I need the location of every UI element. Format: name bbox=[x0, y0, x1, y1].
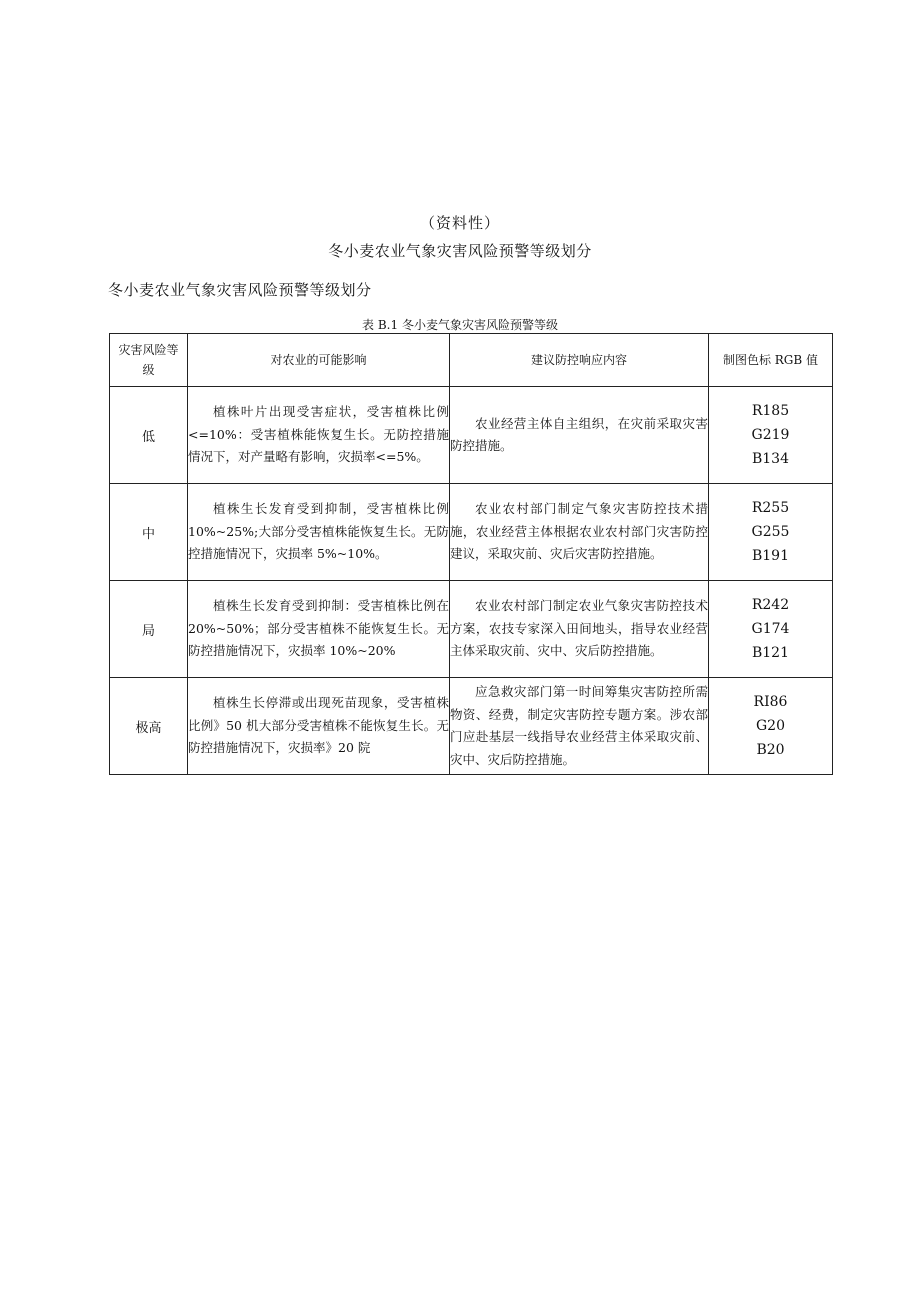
risk-level-cell: 极高 bbox=[110, 678, 188, 775]
risk-level-cell: 局 bbox=[110, 581, 188, 678]
rgb-red-value: R242 bbox=[751, 597, 790, 613]
section-heading: 冬小麦农业气象灾害风险预警等级划分 bbox=[108, 281, 372, 299]
annex-label: （资料性） bbox=[419, 214, 500, 232]
response-cell: 应急救灾部门第一时间筹集灾害防控所需物资、经费，制定灾害防控专题方案。涉农部门应赴基层一线指导农业经营主体采取灾前、灾中、灾后防控措施。 bbox=[450, 678, 709, 775]
rgb-cell bbox=[709, 484, 833, 581]
risk-level-cell: 低 bbox=[110, 387, 188, 484]
risk-level-cell: 中 bbox=[110, 484, 188, 581]
rgb-blue-value: B191 bbox=[751, 548, 789, 564]
table-caption: 表 B.1 冬小麦气象灾害风险预警等级 bbox=[362, 318, 558, 332]
table-header-row bbox=[110, 334, 833, 387]
rgb-cell bbox=[709, 678, 833, 775]
response-cell: 农业农村部门制定农业气象灾害防控技术方案，农技专家深入田间地头，指导农业经营主体采取灾前、灾中、灾后防控措施。 bbox=[450, 581, 709, 678]
rgb-red-value: R185 bbox=[751, 403, 790, 419]
rgb-green-value: G20 bbox=[756, 718, 785, 734]
table-row bbox=[110, 387, 833, 484]
impact-cell: 植株叶片出现受害症状，受害植株比例<=10%：受害植株能恢复生长。无防控措施情况下，对产量略有影响，灾损率<=5%。 bbox=[188, 387, 450, 484]
rgb-green-value: G219 bbox=[751, 427, 790, 443]
rgb-cell bbox=[709, 581, 833, 678]
rgb-blue-value: B134 bbox=[751, 451, 789, 467]
rgb-green-value: G174 bbox=[751, 621, 790, 637]
response-cell: 农业经营主体自主组织，在灾前采取灾害防控措施。 bbox=[450, 387, 709, 484]
impact-cell: 植株生长停滞或出现死苗现象，受害植株比例》50 机大部分受害植株不能恢复生长。无防控措施情况下，灾损率》20 院 bbox=[188, 678, 450, 775]
rgb-red-value: R255 bbox=[751, 500, 790, 516]
risk-level-table bbox=[109, 333, 833, 775]
document-title: 冬小麦农业气象灾害风险预警等级划分 bbox=[328, 242, 592, 260]
rgb-cell bbox=[709, 387, 833, 484]
table-row bbox=[110, 484, 833, 581]
rgb-blue-value: B121 bbox=[751, 645, 789, 661]
table-row bbox=[110, 581, 833, 678]
impact-cell: 植株生长发育受到抑制：受害植株比例在 20%~50%；部分受害植株不能恢复生长。无防控措施情况下，灾损率 10%~20% bbox=[188, 581, 450, 678]
header-level: 灾害风险等级 bbox=[110, 334, 188, 387]
rgb-red-value: RI86 bbox=[753, 694, 788, 710]
table-row bbox=[110, 678, 833, 775]
header-rgb: 制图色标 RGB 值 bbox=[709, 334, 833, 387]
header-impact: 对农业的可能影响 bbox=[188, 334, 450, 387]
header-response: 建议防控响应内容 bbox=[450, 334, 709, 387]
rgb-green-value: G255 bbox=[751, 524, 790, 540]
impact-cell: 植株生长发育受到抑制，受害植株比例10%~25%;大部分受害植株能恢复生长。无防控措施情况下，灾损率 5%~10%。 bbox=[188, 484, 450, 581]
response-cell: 农业农村部门制定气象灾害防控技术措施，农业经营主体根据农业农村部门灾害防控建议，采取灾前、灾后灾害防控措施。 bbox=[450, 484, 709, 581]
rgb-blue-value: B20 bbox=[756, 742, 785, 758]
